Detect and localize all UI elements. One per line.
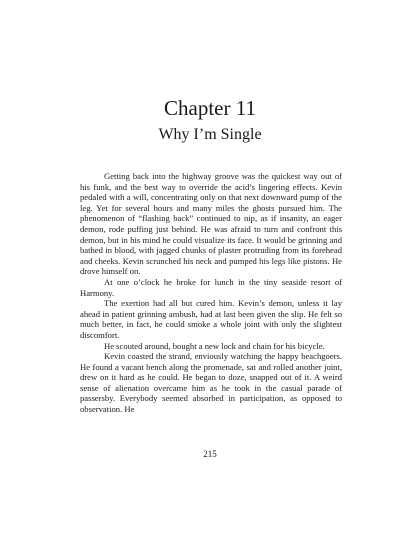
paragraph: Getting back into the highway groove was the quickest way out of his funk, and the best way to override the acid’s lingering effects. Kevin pedaled with a will, concentrating only on that next downward pump of the leg. Yet for several hours and many miles the ghosts pursued him. The phenomenon of “flashing back” continued to nip, as if insanity, an eager demon, rode puffing just behind. He was afraid to turn and confront this demon, but in his mind he could visualize its face. It would be grinning and bathed in blood, with jagged chunks of plaster protruding from its forehead and cheeks. Kevin scrunched his neck and pumped his legs like pistons. He drove himself on. — [80, 171, 342, 277]
paragraph: At one o’clock he broke for lunch in the tiny seaside resort of Harmony. — [80, 276, 342, 298]
chapter-body — [80, 171, 342, 415]
paragraph: He scouted around, bought a new lock and chain for his bicycle. — [104, 340, 325, 351]
paragraph: Kevin coasted the strand, enviously watching the happy beachgoers. He found a vacant bench along the promenade, sat and rolled another joint, drew on it hard as he could. He began to doze, snapped out of it. A weird sense of alienation overcame him as he took in the casual parade of passersby. Everybody seemed absorbed in participation, as opposed to observation. He — [80, 351, 342, 415]
chapter-title: Why I’m Single — [158, 126, 262, 143]
chapter-number: Chapter 11 — [164, 96, 256, 120]
paragraph: The exertion had all but cured him. Kevin’s demon, unless it lay ahead in patient grinning ambush, had at last been given the slip. He felt so much better, in fact, he could smoke a whole joint with only the slightest discomfort. — [80, 298, 342, 340]
page-number: 215 — [203, 449, 217, 459]
